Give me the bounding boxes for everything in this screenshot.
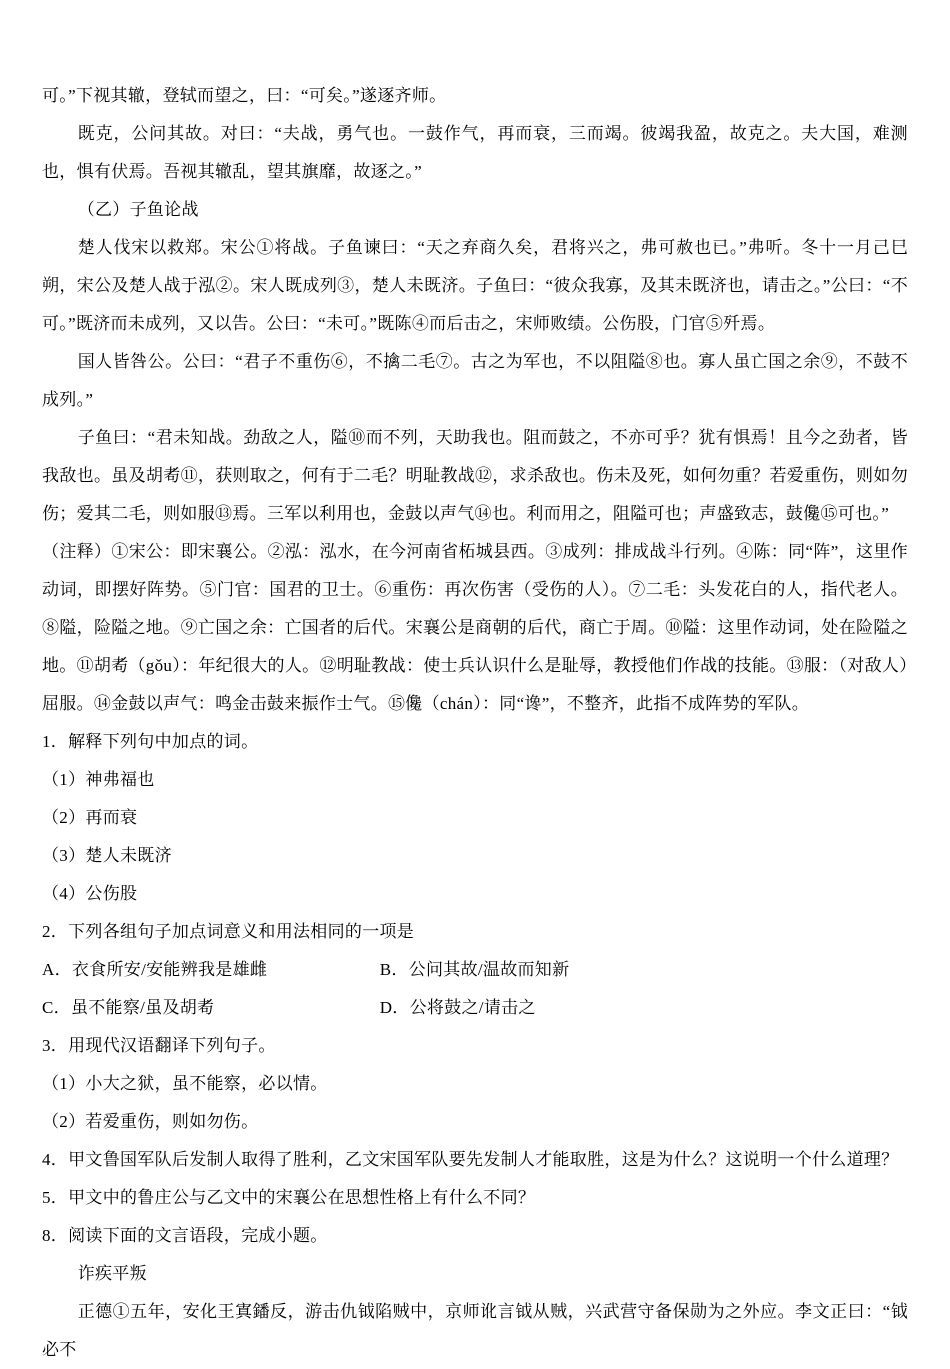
paragraph-caogui-conclusion: 既克，公问其故。对曰：“夫战，勇气也。一鼓作气，再而衰，三而竭。彼竭我盈，故克之。夫大国，难测也，惧有伏焉。吾视其辙乱，望其旗靡，故逐之。” xyxy=(42,124,908,181)
paragraph-ziyu-rebuttal: 子鱼曰：“君未知战。劲敌之人，隘⑩而不列，天助我也。阻而鼓之，不亦可乎？犹有惧焉！且今之劲者，皆我敌也。虽及胡耇⑪，获则取之，何有于二毛？明耻教战⑫，求杀敌也。伤未及死，如何勿重？若爱重伤，则如勿伤；爱其二毛，则如服⑬焉。三军以利用也，金鼓以声气⑭也。利而用之，阻隘可也；声盛致志，鼓儳⑮可也。” xyxy=(42,428,908,523)
question-1-item-1: （1）神弗福也 xyxy=(42,770,155,789)
question-3-item-2: （2）若爱重伤，则如勿伤。 xyxy=(42,1112,259,1131)
question-1-item-2: （2）再而衰 xyxy=(42,808,138,827)
question-2-option-b: B．公问其故/温故而知新 xyxy=(379,960,570,979)
paragraph-chu-attacks-song: 楚人伐宋以救郑。宋公①将战。子鱼谏曰：“天之弃商久矣，君将兴之，弗可赦也已。”弗听。冬十一月己巳朔，宋公及楚人战于泓②。宋人既成列③，楚人未既济。子鱼曰：“彼众我寡，及其未既济也，请击之。”公曰：“不可。”既济而未成列，又以告。公曰：“未可。”既陈④而后击之，宋师败绩。公伤股，门官⑤歼焉。 xyxy=(42,238,908,333)
question-4: 4．甲文鲁国军队后发制人取得了胜利，乙文宋国军队要先发制人才能取胜，这是为什么？这说明一个什么道理？ xyxy=(42,1150,899,1169)
paragraph-annotations: （注释）①宋公：即宋襄公。②泓：泓水，在今河南省柘城县西。③成列：排成战斗行列。④陈：同“阵”，这里作动词，即摆好阵势。⑤门官：国君的卫士。⑥重伤：再次伤害（受伤的人）。⑦二毛：头发花白的人，指代老人。⑧隘，险隘之地。⑨亡国之余：亡国者的后代。宋襄公是商朝的后代，商亡于周。⑩隘：这里作动词，处在险隘之地。⑪胡耇（gǒu）：年纪很大的人。⑫明耻教战：使士兵认识什么是耻辱，教授他们作战的技能。⑬服：（对敌人）屈服。⑭金鼓以声气：鸣金击鼓来振作士气。⑮儳（chán）：同“谗”，不整齐，此指不成阵势的军队。 xyxy=(42,542,908,713)
question-3: 3．用现代汉语翻译下列句子。 xyxy=(42,1036,276,1055)
question-2-options-row-ab xyxy=(42,951,908,989)
question-1: 1．解释下列句中加点的词。 xyxy=(42,732,259,751)
question-5: 5．甲文中的鲁庄公与乙文中的宋襄公在思想性格上有什么不同？ xyxy=(42,1188,536,1207)
question-3-item-1: （1）小大之狱，虽不能察，必以情。 xyxy=(42,1074,328,1093)
paragraph-caogui-continuation: 可。”下视其辙，登轼而望之，曰：“可矣。”遂逐齐师。 xyxy=(42,86,447,105)
question-2: 2．下列各组句子加点词意义和用法相同的一项是 xyxy=(42,922,415,941)
question-2-options-row-cd xyxy=(42,989,908,1027)
question-2-option-c: C．虽不能察/虽及胡耇 xyxy=(42,998,215,1017)
question-1-item-3: （3）楚人未既济 xyxy=(42,846,172,865)
question-2-option-a: A．衣食所安/安能辨我是雄雌 xyxy=(42,960,268,979)
paragraph-zhengde-rebellion: 正德①五年，安化王寘鐇反，游击仇钺陷贼中，京师讹言钺从贼，兴武营守备保勋为之外应。李文正曰：“钺必不 xyxy=(42,1302,908,1359)
paragraph-duke-song-reply: 国人皆咎公。公曰：“君子不重伤⑥，不擒二毛⑦。古之为军也，不以阻隘⑧也。寡人虽亡国之余⑨，不鼓不成列。” xyxy=(42,352,908,409)
section-title-zhaji-pingpan: 诈疾平叛 xyxy=(77,1264,147,1283)
section-title-ziyu-lunzhan: （乙）子鱼论战 xyxy=(77,200,199,219)
question-2-option-d: D．公将鼓之/请击之 xyxy=(379,998,536,1017)
document-page xyxy=(42,77,908,1369)
question-1-item-4: （4）公伤股 xyxy=(42,884,138,903)
question-8: 8．阅读下面的文言语段，完成小题。 xyxy=(42,1226,328,1245)
